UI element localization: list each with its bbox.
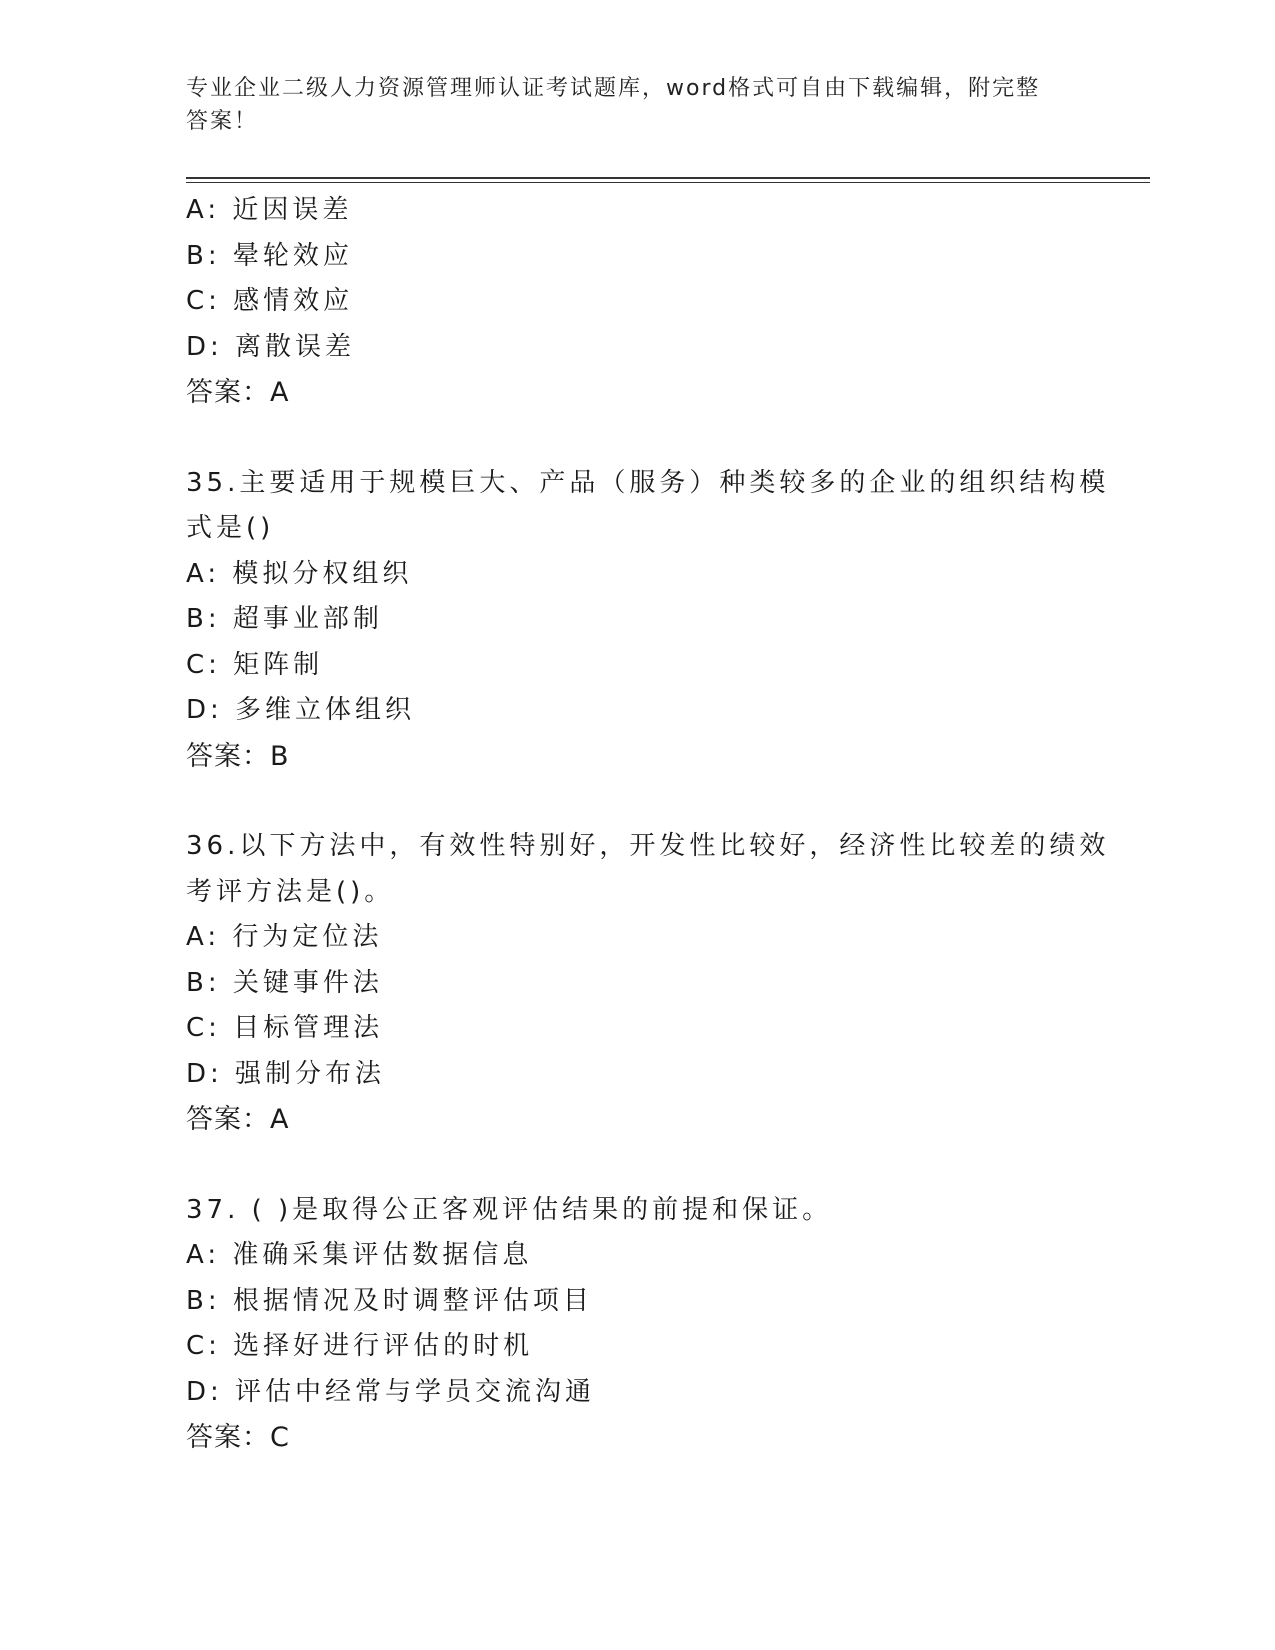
answer: 答案：A <box>186 1104 290 1135</box>
question-37 <box>186 1188 1086 1461</box>
option-c: C: 矩阵制 <box>186 649 324 680</box>
option-d: D: 多维立体组织 <box>186 695 416 725</box>
option-d: D: 强制分布法 <box>186 1058 386 1089</box>
option-a: A: 近因误差 <box>186 195 353 225</box>
option-d: D: 评估中经常与学员交流沟通 <box>186 1376 596 1407</box>
header-line-2: 答案！ <box>186 109 259 134</box>
answer: 答案：A <box>186 377 290 408</box>
question-stem-line-1: 37. ( )是取得公正客观评估结果的前提和保证。 <box>186 1194 833 1225</box>
spacer <box>186 1143 1086 1188</box>
option-b: B: 超事业部制 <box>186 604 383 634</box>
answer: 答案：C <box>186 1422 290 1453</box>
question-stem-line-1: 36.以下方法中，有效性特别好，开发性比较好，经济性比较差的绩效 <box>186 831 1110 861</box>
option-b: B: 根据情况及时调整评估项目 <box>186 1285 593 1316</box>
header-divider-thin <box>186 182 1150 183</box>
header-divider-thick <box>186 177 1150 179</box>
question-35 <box>186 461 1110 780</box>
header-line-1: 专业企业二级人力资源管理师认证考试题库，word格式可自由下载编辑，附完整 <box>186 76 1041 101</box>
question-36 <box>186 824 1110 1143</box>
question-34 <box>186 188 1086 416</box>
question-stem-line-2: 考评方法是()。 <box>186 876 395 907</box>
option-c: C: 目标管理法 <box>186 1013 384 1043</box>
question-stem-line-1: 35.主要适用于规模巨大、产品（服务）种类较多的企业的组织结构模 <box>186 467 1110 498</box>
option-c: C: 选择好进行评估的时机 <box>186 1331 534 1361</box>
question-list <box>186 188 1110 1461</box>
option-a: A: 模拟分权组织 <box>186 558 413 589</box>
option-a: A: 行为定位法 <box>186 922 383 952</box>
option-b: B: 关键事件法 <box>186 967 383 998</box>
option-c: C: 感情效应 <box>186 286 354 316</box>
answer: 答案：B <box>186 740 290 772</box>
question-stem-line-2: 式是() <box>186 513 275 543</box>
option-d: D: 离散误差 <box>186 331 356 362</box>
option-a: A: 准确采集评估数据信息 <box>186 1240 533 1270</box>
option-b: B: 晕轮效应 <box>186 240 353 271</box>
document-header <box>186 72 1076 138</box>
spacer <box>186 779 1086 824</box>
spacer <box>186 416 1086 461</box>
